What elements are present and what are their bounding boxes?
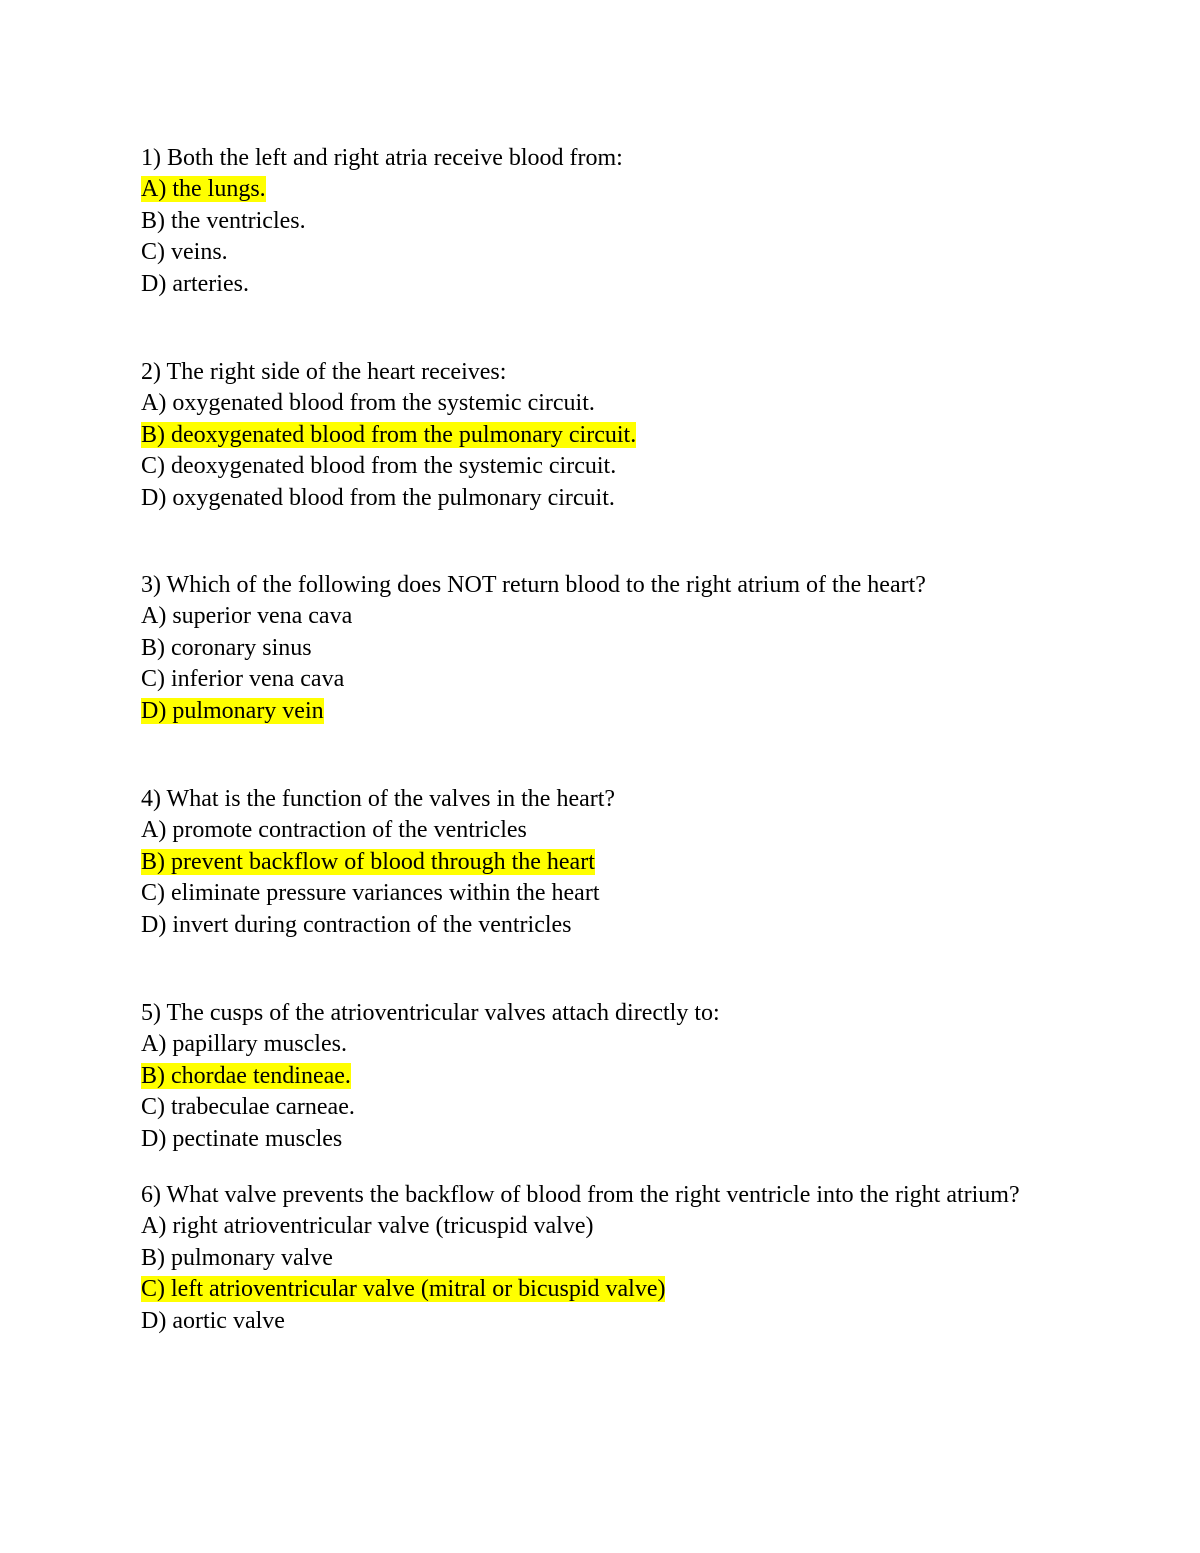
question-5 (141, 998, 1081, 1155)
answer-option: A) papillary muscles. (141, 1031, 347, 1058)
answer-option: C) trabeculae carneae. (141, 1094, 355, 1121)
answer-option: D) invert during contraction of the ventricles (141, 911, 572, 938)
answer-option: B) pulmonary valve (141, 1244, 333, 1271)
answer-option: B) coronary sinus (141, 634, 312, 661)
answer-option-highlighted: B) deoxygenated blood from the pulmonary circuit. (141, 421, 637, 448)
question-1 (141, 143, 1081, 300)
answer-option-highlighted: A) the lungs. (141, 176, 266, 203)
answer-option-highlighted: B) chordae tendineae. (141, 1062, 351, 1089)
answer-option: B) the ventricles. (141, 207, 306, 234)
answer-option: A) superior vena cava (141, 603, 353, 630)
answer-option: C) veins. (141, 239, 228, 266)
answer-option: C) deoxygenated blood from the systemic circuit. (141, 453, 617, 480)
answer-option: D) arteries. (141, 270, 249, 297)
question-4 (141, 784, 1081, 941)
answer-option: C) eliminate pressure variances within the heart (141, 880, 600, 907)
question-3 (141, 570, 1081, 727)
question-stem: 5) The cusps of the atrioventricular valves attach directly to: (141, 1000, 720, 1026)
question-stem: 2) The right side of the heart receives: (141, 359, 507, 385)
answer-option: D) aortic valve (141, 1307, 285, 1334)
question-stem: 4) What is the function of the valves in the heart? (141, 786, 616, 812)
answer-option: A) promote contraction of the ventricles (141, 817, 527, 844)
answer-option-highlighted: C) left atrioventricular valve (mitral or bicuspid valve) (141, 1276, 666, 1303)
answer-option-highlighted: D) pulmonary vein (141, 697, 324, 724)
question-stem: 1) Both the left and right atria receive blood from: (141, 145, 623, 171)
answer-option: C) inferior vena cava (141, 666, 345, 693)
question-stem: 3) Which of the following does NOT return blood to the right atrium of the heart? (141, 572, 926, 598)
answer-option: D) oxygenated blood from the pulmonary circuit. (141, 484, 615, 511)
question-stem: 6) What valve prevents the backflow of blood from the right ventricle into the right atrium? (141, 1182, 1020, 1208)
answer-option-highlighted: B) prevent backflow of blood through the heart (141, 848, 595, 875)
question-6 (141, 1180, 1081, 1337)
answer-option: A) oxygenated blood from the systemic circuit. (141, 390, 595, 417)
answer-option: A) right atrioventricular valve (tricuspid valve) (141, 1213, 594, 1240)
answer-option: D) pectinate muscles (141, 1125, 343, 1152)
question-2 (141, 357, 1081, 514)
